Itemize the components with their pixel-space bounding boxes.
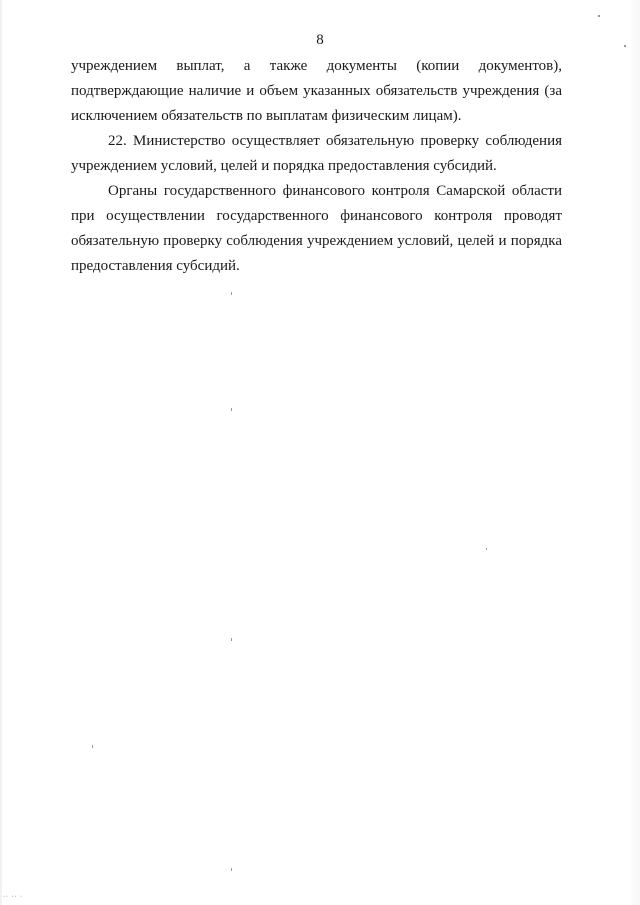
text-line: подтверждающие наличие и объем указанных обязательств учреждения (за bbox=[71, 83, 562, 99]
paragraph-continuation bbox=[71, 54, 562, 129]
scan-speck bbox=[486, 548, 487, 550]
scan-left-edge bbox=[0, 0, 2, 905]
text-line: учреждением условий, целей и порядка предоставления субсидий. bbox=[71, 158, 497, 174]
scan-speck bbox=[231, 292, 232, 295]
scan-speck bbox=[231, 868, 232, 871]
document-body bbox=[71, 54, 562, 279]
text-line: учреждением выплат, а также документы (копии документов), bbox=[71, 58, 562, 74]
paragraph-control-bodies bbox=[71, 179, 562, 279]
scan-footer-noise: ·· ·· · bbox=[3, 894, 23, 900]
scan-speck bbox=[231, 408, 232, 411]
scan-speck bbox=[231, 638, 232, 641]
scan-speck bbox=[92, 745, 93, 748]
text-line: предоставления субсидий. bbox=[71, 258, 240, 274]
text-line: исключением обязательств по выплатам физическим лицам). bbox=[71, 108, 462, 124]
scan-speck bbox=[624, 45, 626, 47]
text-line: Органы государственного финансового контроля Самарской области bbox=[108, 183, 562, 199]
page-number: 8 bbox=[316, 32, 324, 48]
paragraph-clause-22 bbox=[71, 129, 562, 179]
text-line: 22. Министерство осуществляет обязательную проверку соблюдения bbox=[108, 133, 562, 149]
scan-right-edge bbox=[628, 0, 640, 905]
scan-speck bbox=[598, 15, 600, 17]
text-line: обязательную проверку соблюдения учреждением условий, целей и порядка bbox=[71, 233, 562, 249]
text-line: при осуществлении государственного финансового контроля проводят bbox=[71, 208, 562, 224]
